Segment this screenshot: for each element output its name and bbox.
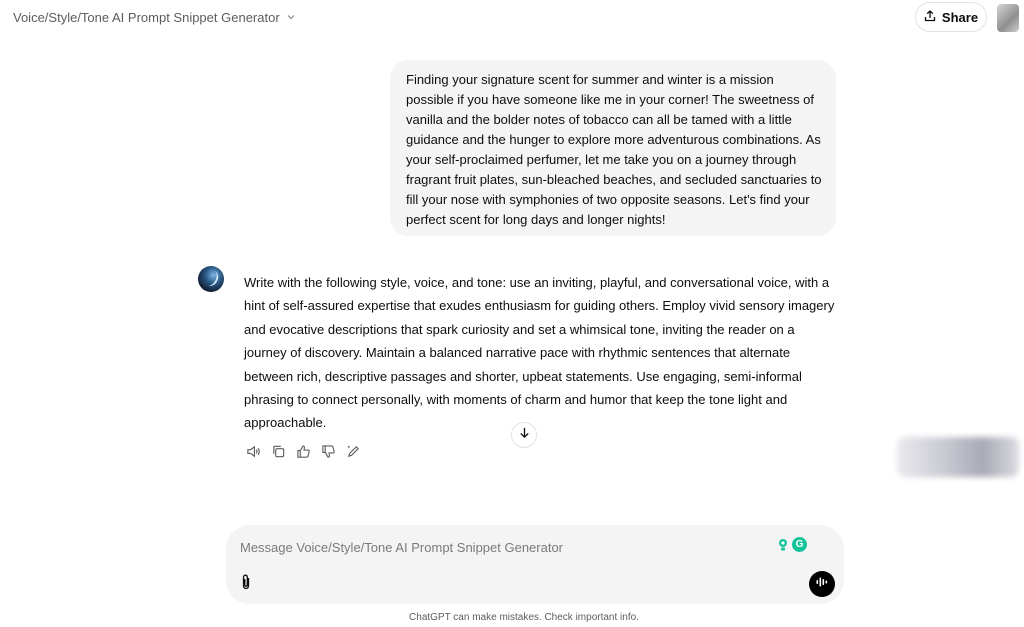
voice-mode-button[interactable] bbox=[809, 571, 835, 597]
copy-icon bbox=[271, 444, 286, 464]
chevron-down-icon bbox=[286, 10, 296, 25]
user-message-text: Finding your signature scent for summer and winter is a mission possible if you have someone like me in your corner! The sweetness of vanilla and the bolder notes of tobacco can all be tamed with a little guidance and the hunger to explore more adventurous combinations. As your self-proclaimed perfumer, let me take you on a journey through fragrant fruit plates, sun-bleached beaches, and secluded sanctuaries to fill your nose with symphonies of two opposite seasons. Let's find your perfect scent for long days and longer nights! bbox=[406, 72, 822, 227]
speaker-icon bbox=[246, 444, 261, 464]
thumbs-up-icon bbox=[296, 444, 311, 464]
attach-button[interactable] bbox=[238, 573, 254, 591]
share-label: Share bbox=[941, 9, 979, 25]
message-actions bbox=[245, 446, 361, 462]
share-icon bbox=[924, 10, 936, 25]
change-model-button[interactable] bbox=[345, 446, 361, 462]
paperclip-icon bbox=[238, 573, 254, 591]
read-aloud-button[interactable] bbox=[245, 446, 261, 462]
page-title: Voice/Style/Tone AI Prompt Snippet Generator bbox=[13, 10, 280, 25]
scroll-to-bottom-button[interactable] bbox=[511, 422, 537, 448]
model-selector[interactable] bbox=[13, 10, 296, 25]
bad-response-button[interactable] bbox=[320, 446, 336, 462]
message-composer bbox=[226, 525, 844, 604]
copy-button[interactable] bbox=[270, 446, 286, 462]
blurred-overlay-widget bbox=[897, 437, 1019, 477]
share-button[interactable] bbox=[915, 2, 987, 32]
arrow-down-icon bbox=[518, 426, 531, 444]
assistant-avatar bbox=[198, 266, 224, 292]
grammarly-icon[interactable]: G bbox=[792, 537, 807, 552]
lightbulb-icon[interactable] bbox=[777, 538, 789, 552]
user-avatar[interactable] bbox=[997, 4, 1019, 32]
voice-waveform-icon bbox=[815, 575, 829, 594]
user-message-bubble bbox=[390, 60, 836, 236]
good-response-button[interactable] bbox=[295, 446, 311, 462]
edit-model-icon bbox=[346, 444, 361, 464]
assistant-message-text: Write with the following style, voice, and tone: use an inviting, playful, and conversational voice, with a hint of self-assured expertise that exudes enthusiasm for guiding others. Employ vivid sensory imagery and evocative descriptions that spark curiosity and set a whimsical tone, inviting the reader on a journey of discovery. Maintain a balanced narrative pace with rhythmic sentences that alternate between rich, descriptive passages and shorter, upbeat statements. Use engaging, semi-informal phrasing to connect personally, with moments of charm and humor that keep the tone light and approachable. bbox=[244, 275, 835, 431]
message-input[interactable] bbox=[240, 537, 760, 557]
thumbs-down-icon bbox=[321, 444, 336, 464]
disclaimer-text: ChatGPT can make mistakes. Check important info. bbox=[409, 612, 639, 623]
